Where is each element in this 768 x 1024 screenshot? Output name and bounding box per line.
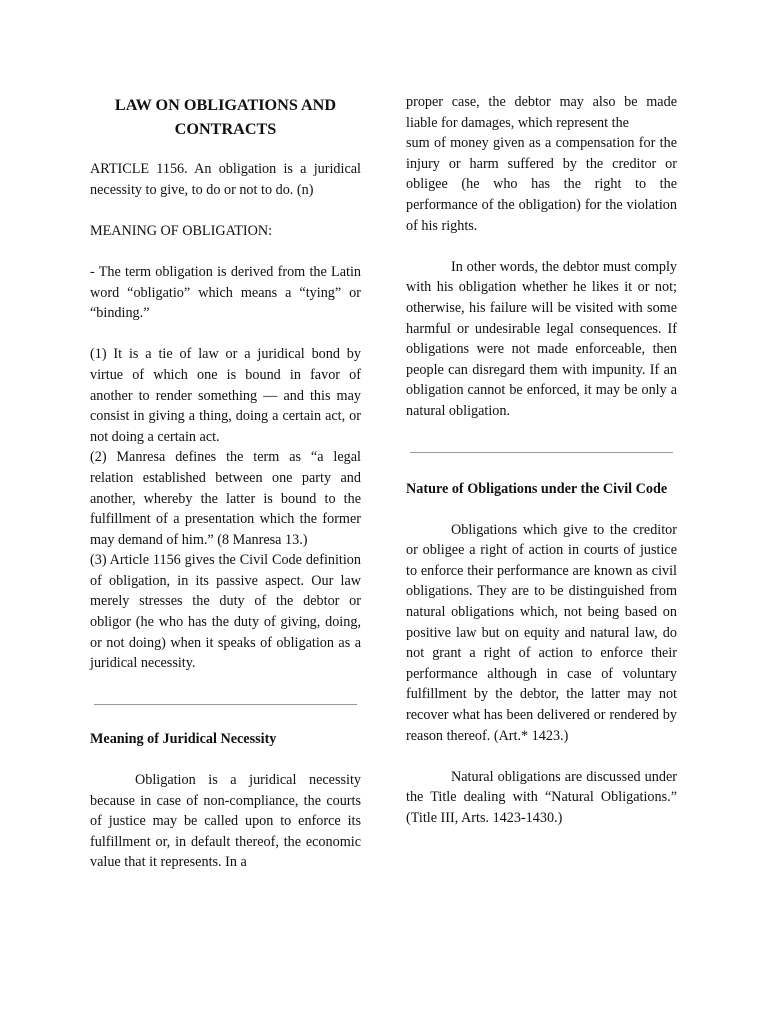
right-column bbox=[406, 92, 677, 829]
document-title: LAW ON OBLIGATIONS AND CONTRACTS bbox=[114, 96, 337, 138]
continuation-paragraph: sum of money given as a compensation for the injury or harm suffered by the creditor or obligee (he who has the right to the performance of the obligation) for the violation of his rights. bbox=[406, 135, 677, 234]
point-1-paragraph: (1) It is a tie of law or a juridical bond by virtue of which one is bound in favor of another to render something — and this may consist in giving a thing, doing a certain act, or not doing a certain act. bbox=[90, 346, 361, 445]
continuation-line-1: proper case, the debtor may also be made bbox=[406, 94, 677, 110]
meaning-of-obligation-heading: MEANING OF OBLIGATION: bbox=[90, 222, 273, 239]
natural-obligations-paragraph: Natural obligations are discussed under the Title dealing with “Natural Obligations.” (Title III, Arts. 1423-1430.) bbox=[406, 768, 677, 826]
article-1156-text: ARTICLE 1156. An obligation is a juridical necessity to give, to do or not to do. (n) bbox=[90, 161, 361, 198]
juridical-necessity-paragraph: Obligation is a juridical necessity because in case of non-compliance, the courts of justice may be called upon to enforce its fulfillment or, in default thereof, the economic value that it represents. In a bbox=[90, 772, 361, 871]
nature-of-obligations-heading: Nature of Obligations under the Civil Code bbox=[406, 480, 668, 497]
other-words-paragraph: In other words, the debtor must comply with his obligation whether he likes it or not; otherwise, his failure will be visited with some harmful or undesirable legal consequences. If obligations were not made enforceable, then people can disregard them with impunity. If an obligation cannot be enforced, it may be only a natural obligation. bbox=[406, 258, 677, 419]
derivation-paragraph: - The term obligation is derived from the Latin word “obligatio” which means a “tying” or “binding.” bbox=[90, 263, 361, 322]
left-column bbox=[90, 93, 361, 873]
civil-obligations-paragraph: Obligations which give to the creditor or obligee a right of action in courts of justice to enforce their performance are known as civil obligations. They are to be distinguished from natural obligations which, not being based on positive law but on equity and natural law, do not grant a right of action to enforce their performance although in case of voluntary fulfillment by the debtor, the latter may not recover what has been delivered or rendered by reason thereof. (Art.* 1423.) bbox=[406, 521, 677, 744]
continuation-line-2: liable for damages, which represent the bbox=[406, 114, 629, 131]
point-2-paragraph: (2) Manresa defines the term as “a legal relation established between one party and another, whereby the latter is bound to the fulfillment of a presentation which the former may demand of him.” (8 Manresa 13.) bbox=[90, 449, 361, 548]
juridical-necessity-heading: Meaning of Juridical Necessity bbox=[90, 730, 277, 747]
point-3-paragraph: (3) Article 1156 gives the Civil Code definition of obligation, in its passive aspect. Our law merely stresses the duty of the debtor or obligor (he who has the duty of giving, doing, or not doing) when it speaks of obligation as a juridical necessity. bbox=[90, 552, 361, 672]
